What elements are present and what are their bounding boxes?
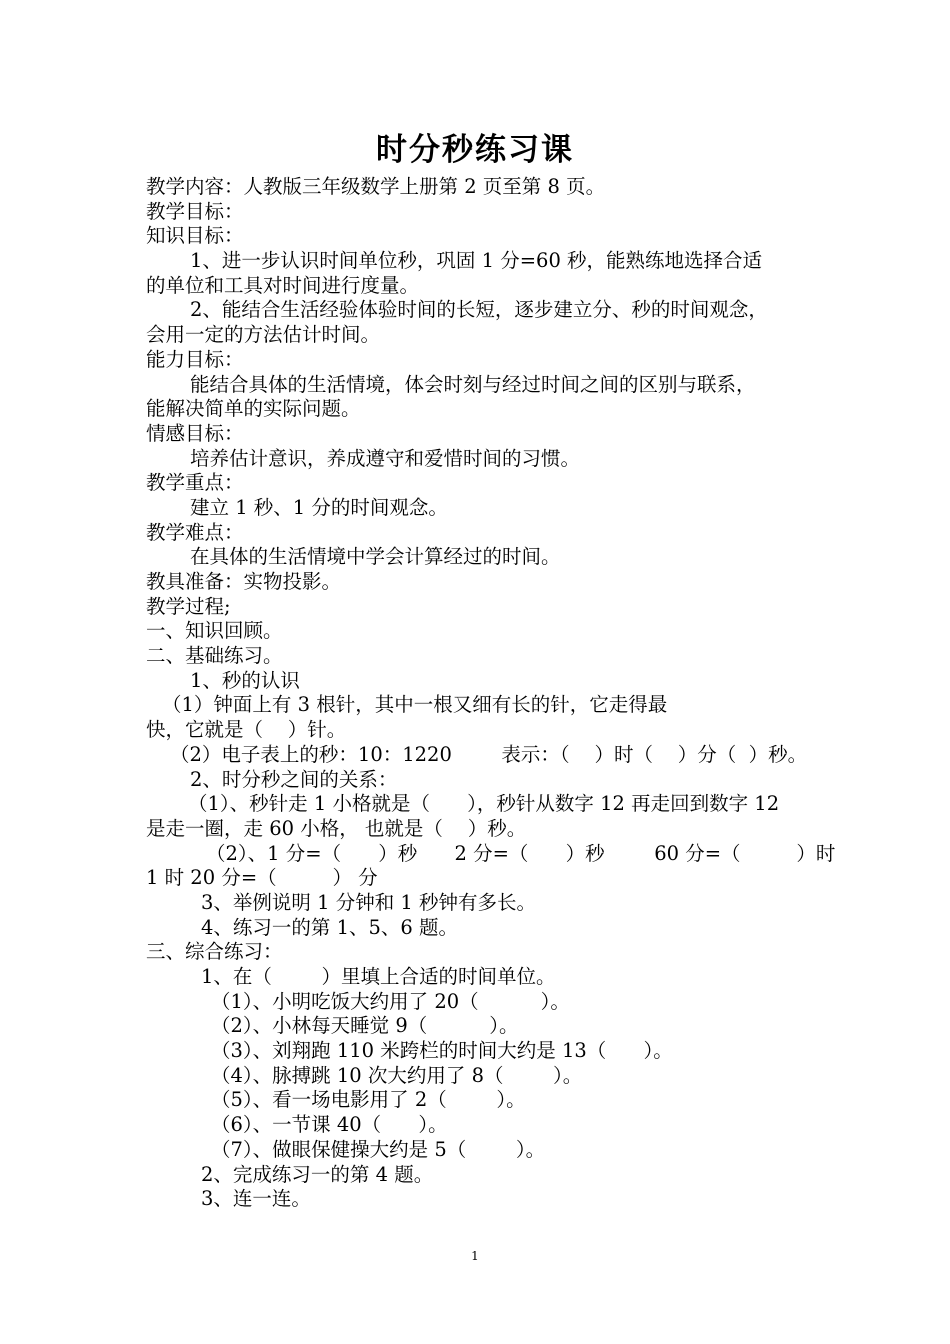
text-line: 会用一定的方法估计时间。 — [146, 323, 381, 347]
page-number: 1 — [471, 1249, 479, 1263]
text-line: 二、基础练习。 — [146, 644, 283, 668]
text-line: （2）、1 分=（ ）秒 2 分=（ ）秒 60 分=（ ）时 — [206, 841, 836, 865]
text-line: （2）、小林每天睡觉 9（ ）。 — [211, 1014, 519, 1038]
text-line: 1 时 20 分=（ ） 分 — [146, 866, 378, 890]
text-line: （4）、脉搏跳 10 次大约用了 8（ ）。 — [211, 1063, 583, 1087]
text-line: 教学难点： — [146, 520, 244, 544]
text-line: 教具准备：实物投影。 — [146, 570, 342, 593]
text-line: （3）、刘翔跑 110 米跨栏的时间大约是 13（ ）。 — [211, 1039, 673, 1063]
text-line: （1）、秒针走 1 小格就是（ ），秒针从数字 12 再走回到数字 12 — [188, 792, 780, 816]
text-line: 能解决简单的实际问题。 — [146, 397, 361, 421]
text-line: 1、秒的认识 — [190, 668, 300, 692]
text-line: 1、在（ ）里填上合适的时间单位。 — [201, 965, 556, 988]
text-line: （7）、做眼保健操大约是 5（ ）。 — [211, 1137, 546, 1161]
document-body — [146, 175, 836, 1212]
text-line: 能力目标： — [146, 347, 244, 371]
text-line: 教学内容：人教版三年级数学上册第 2 页至第 8 页。 — [146, 175, 606, 198]
text-line: 教学重点： — [146, 471, 244, 495]
text-line: （6）、一节课 40（ ）。 — [211, 1113, 448, 1137]
text-line: 教学过程; — [146, 594, 231, 618]
text-line: 教学目标： — [146, 199, 244, 223]
text-line: 1、进一步认识时间单位秒，巩固 1 分=60 秒，能熟练地选择合适 — [190, 249, 763, 273]
text-line: 4、练习一的第 1、5、6 题。 — [201, 915, 459, 939]
text-line: 3、举例说明 1 分钟和 1 秒钟有多长。 — [201, 890, 537, 914]
text-line: 3、连一连。 — [201, 1187, 311, 1211]
text-line: （5）、看一场电影用了 2（ ）。 — [211, 1088, 526, 1112]
text-line: 培养估计意识，养成遵守和爱惜时间的习惯。 — [190, 446, 581, 470]
text-line: 知识目标： — [146, 224, 244, 248]
text-line: 能结合具体的生活情境，体会时刻与经过时间之间的区别与联系， — [190, 372, 756, 396]
text-line: 在具体的生活情境中学会计算经过的时间。 — [190, 545, 561, 569]
text-line: 2、完成练习一的第 4 题。 — [201, 1162, 434, 1186]
text-line: 三、综合练习： — [146, 940, 283, 964]
text-line: 快，它就是（ ）针。 — [146, 718, 347, 742]
text-line: 一、知识回顾。 — [146, 619, 283, 643]
text-line: 的单位和工具对时间进行度量。 — [146, 273, 420, 297]
text-line: （1）、小明吃饭大约用了 20（ ）。 — [211, 989, 570, 1013]
text-line: （2）电子表上的秒：10：1220 表示：（ ）时（ ）分（ ）秒。 — [170, 742, 808, 766]
text-line: （1）钟面上有 3 根针，其中一根又细有长的针，它走得最 — [162, 693, 668, 717]
text-line: 建立 1 秒、1 分的时间观念。 — [190, 495, 448, 519]
text-line: 情感目标： — [146, 421, 244, 445]
document-title: 时分秒练习课 — [376, 132, 574, 168]
text-line: 2、时分秒之间的关系： — [190, 767, 398, 791]
text-line: 2、能结合生活经验体验时间的长短，逐步建立分、秒的时间观念， — [190, 298, 768, 322]
text-line: 是走一圈，走 60 小格， 也就是（ ）秒。 — [146, 816, 527, 840]
